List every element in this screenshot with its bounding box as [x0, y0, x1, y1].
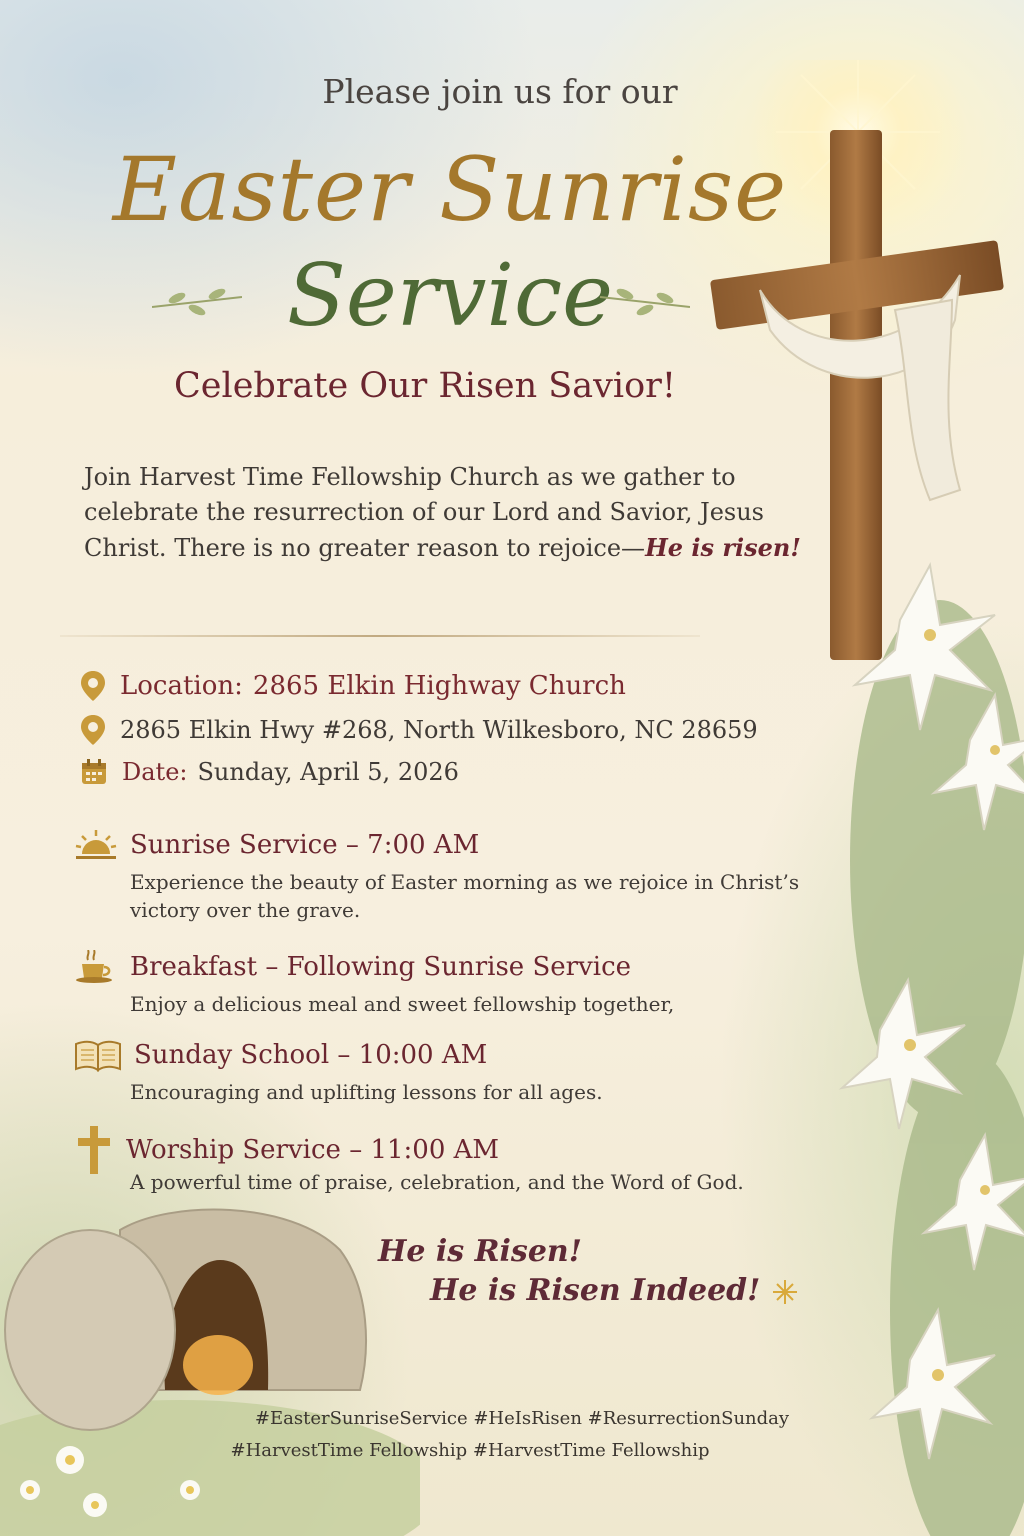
sprig-right-icon — [600, 282, 690, 322]
schedule-title: Sunday School – 10:00 AM — [134, 1040, 488, 1070]
schedule-description: A powerful time of praise, celebration, and the Word of God. — [130, 1170, 744, 1194]
subtitle: Celebrate Our Risen Savior! — [174, 366, 676, 406]
schedule-item-sunrise — [74, 828, 874, 924]
schedule-title: Worship Service – 11:00 AM — [126, 1135, 500, 1165]
description-emphasis: He is risen! — [645, 533, 801, 562]
schedule-description: Encouraging and uplifting lessons for all ages. — [130, 1080, 603, 1104]
cross-icon — [74, 1124, 114, 1176]
event-description — [84, 460, 804, 566]
event-title-line2: Service — [286, 246, 614, 346]
schedule-description: Experience the beauty of Easter morning as we rejoice in Christ’s victory over the grave. — [130, 870, 800, 922]
hashtags-line-1: #EasterSunriseService #HeIsRisen #ResurrectionSunday — [254, 1408, 790, 1429]
book-icon — [74, 1038, 122, 1072]
sunrise-icon — [74, 828, 118, 862]
divider — [60, 635, 700, 637]
sparkle-icon — [771, 1278, 799, 1306]
schedule-title: Sunrise Service – 7:00 AM — [130, 830, 480, 860]
intro-text: Please join us for our — [322, 72, 678, 111]
event-title-line1: Easter Sunrise — [112, 138, 788, 241]
sprig-left-icon — [152, 282, 242, 322]
address-text: 2865 Elkin Hwy #268, North Wilkesboro, NC 28659 — [120, 716, 758, 744]
date-value: Sunday, April 5, 2026 — [197, 758, 459, 786]
location-row — [80, 670, 626, 702]
closing-line-2-text: He is Risen Indeed! — [430, 1273, 761, 1308]
calendar-icon — [80, 758, 108, 786]
closing-line-1: He is Risen! — [378, 1234, 582, 1269]
schedule-title: Breakfast – Following Sunrise Service — [130, 952, 632, 982]
date-label: Date: — [122, 758, 188, 786]
schedule-item-breakfast — [74, 950, 874, 1018]
location-value: 2865 Elkin Highway Church — [252, 671, 626, 701]
schedule-item-worship — [74, 1124, 874, 1196]
location-label: Location: — [120, 671, 243, 701]
location-pin-icon — [80, 670, 106, 702]
address-pin-icon — [80, 714, 106, 746]
description-text: Join Harvest Time Fellowship Church as we gather to celebrate the resurrection of our Lord and Savior, Jesus Christ. There is no greater reason to rejoice— — [84, 463, 764, 562]
schedule-item-sunday-school — [74, 1038, 874, 1106]
schedule-description: Enjoy a delicious meal and sweet fellowship together, — [130, 992, 675, 1016]
coffee-icon — [74, 950, 118, 984]
date-row — [80, 758, 459, 786]
hashtags-line-2: #HarvestTime Fellowship #HarvestTime Fellowship — [230, 1440, 710, 1461]
closing-line-2 — [430, 1273, 799, 1308]
address-row — [80, 714, 758, 746]
empty-tomb-illustration — [0, 1190, 420, 1536]
